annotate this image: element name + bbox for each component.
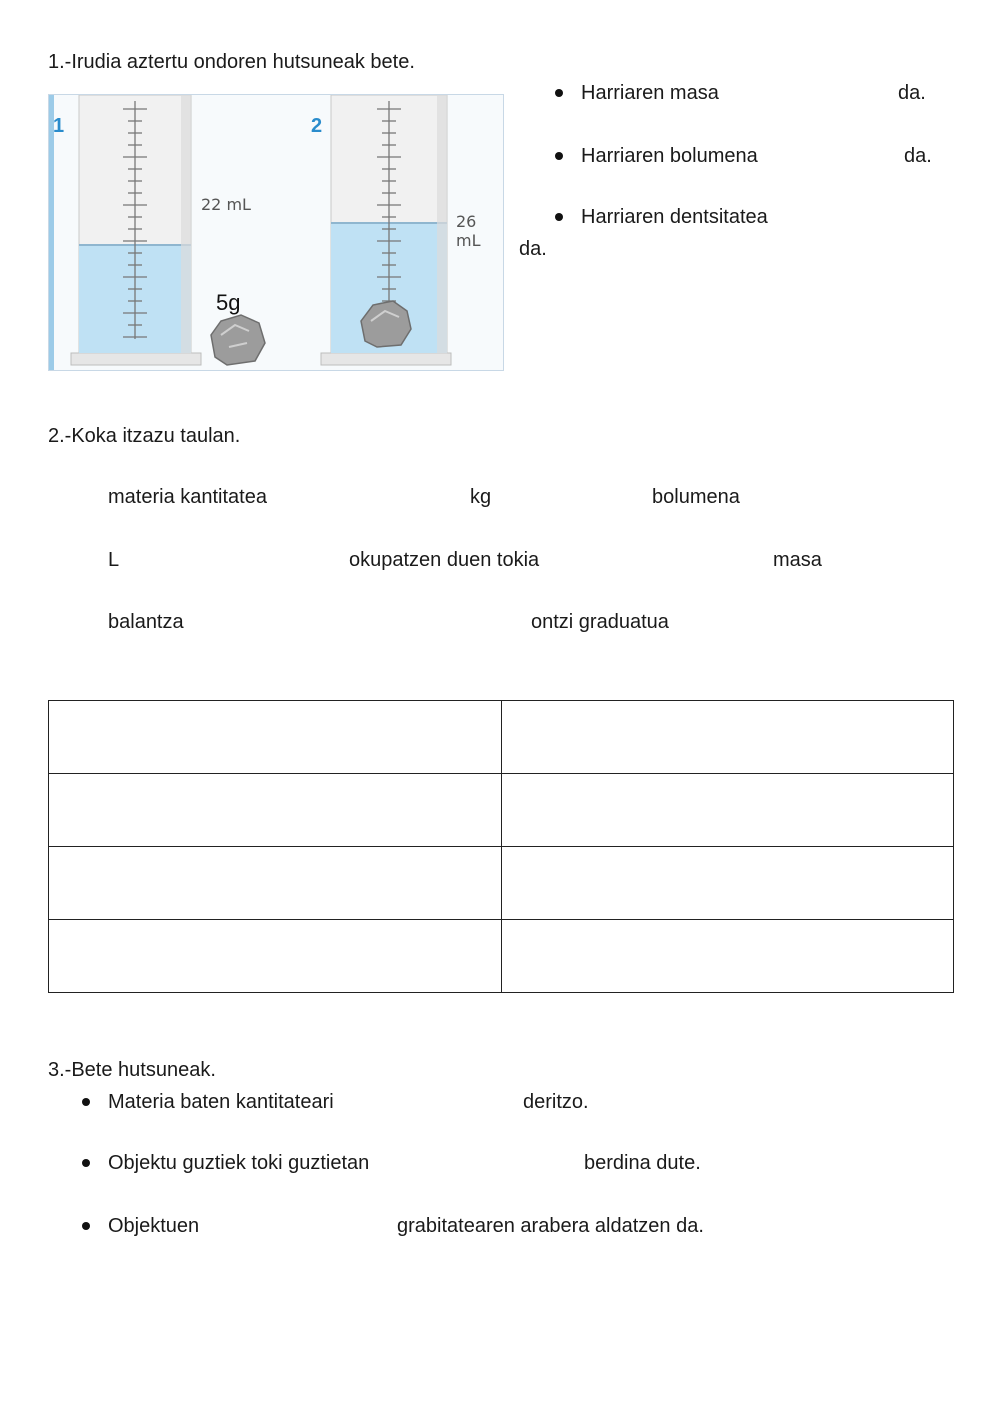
s1-bullet-volume-suffix: da.	[904, 145, 932, 167]
graduated-cylinders-figure	[48, 94, 504, 371]
section2-heading: 2.-Koka itzazu taulan.	[48, 425, 241, 447]
cylinder-1-label: 1	[53, 115, 65, 137]
cylinder-1-reading: 22 mL	[201, 195, 251, 214]
word-bolumena: bolumena	[652, 486, 740, 508]
table-cell[interactable]	[49, 920, 502, 993]
table-cell[interactable]	[49, 701, 502, 774]
word-balantza: balantza	[108, 611, 184, 633]
table-cell[interactable]	[501, 701, 954, 774]
stone-icon	[211, 315, 265, 365]
s1-bullet-volume: Harriaren bolumena	[581, 145, 758, 167]
table-cell[interactable]	[49, 847, 502, 920]
cylinder-2-icon	[321, 95, 451, 365]
cylinder-2-reading: 26 mL	[456, 212, 481, 250]
table-cell[interactable]	[501, 847, 954, 920]
s1-bullet-density-suffix: da.	[519, 238, 547, 260]
s3-bullet-1: Materia baten kantitateari	[108, 1091, 334, 1113]
s3-bullet-2: Objektu guztiek toki guztietan	[108, 1152, 370, 1174]
word-okupatzen-duen-tokia: okupatzen duen tokia	[349, 549, 540, 571]
word-kg: kg	[470, 486, 492, 508]
table-cell[interactable]	[501, 774, 954, 847]
cylinders-illustration	[49, 95, 504, 371]
word-materia-kantitatea: materia kantitatea	[108, 486, 267, 508]
s3-bullet-1-suffix: deritzo.	[523, 1091, 589, 1113]
cylinder-1-icon	[71, 95, 201, 365]
s3-bullet-2-suffix: berdina dute.	[584, 1152, 701, 1174]
word-masa: masa	[773, 549, 822, 571]
s1-bullet-mass-suffix: da.	[898, 82, 926, 104]
word-l: L	[108, 549, 120, 571]
section3-heading: 3.-Bete hutsuneak.	[48, 1059, 216, 1081]
s3-bullet-3: Objektuen	[108, 1215, 200, 1237]
s3-bullet-3-suffix: grabitatearen arabera aldatzen da.	[397, 1215, 704, 1237]
stone-mass-label: 5g	[216, 290, 241, 315]
s1-bullet-density: Harriaren dentsitatea	[581, 206, 768, 228]
table-cell[interactable]	[49, 774, 502, 847]
s1-bullet-mass: Harriaren masa	[581, 82, 719, 104]
word-ontzi-graduatua: ontzi graduatua	[531, 611, 669, 633]
table-row	[49, 920, 954, 993]
table-row	[49, 701, 954, 774]
section1-heading: 1.-Irudia aztertu ondoren hutsuneak bete.	[48, 51, 415, 73]
table-cell[interactable]	[501, 920, 954, 993]
table-row	[49, 847, 954, 920]
cylinder-2-label: 2	[311, 115, 323, 137]
table-row	[49, 774, 954, 847]
classification-table	[48, 700, 954, 993]
